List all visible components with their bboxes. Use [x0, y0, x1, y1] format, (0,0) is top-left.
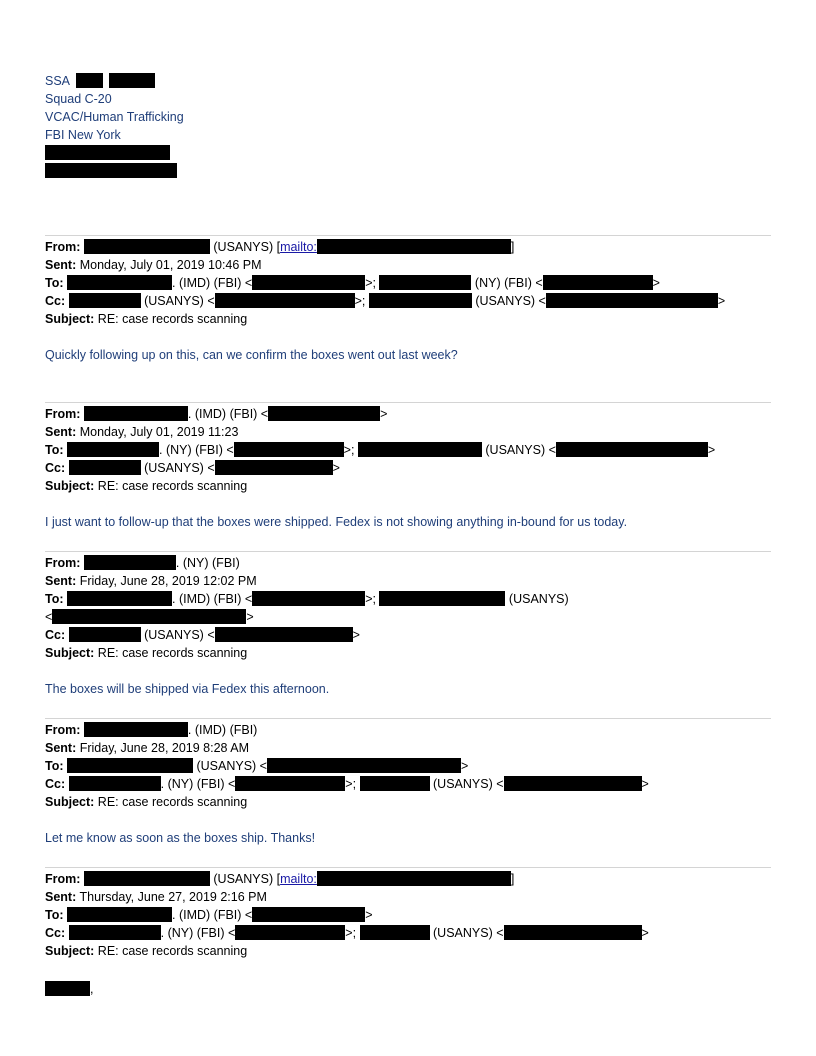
sent-label: Sent: [45, 258, 77, 272]
redaction [360, 925, 430, 940]
to-org: (NY) (FBI) < [471, 276, 543, 290]
from-label: From: [45, 240, 81, 254]
subject-label: Subject: [45, 312, 95, 326]
redaction [84, 722, 188, 737]
from-label: From: [45, 407, 81, 421]
sent-value: Thursday, June 27, 2019 2:16 PM [76, 890, 267, 904]
separator-text: >; [365, 276, 380, 290]
sent-label: Sent: [45, 890, 77, 904]
bracket: > [365, 908, 373, 922]
bracket: ] [510, 872, 515, 886]
to-line [45, 441, 715, 459]
to-org: (USANYS) [505, 592, 569, 606]
cc-label: Cc: [45, 777, 66, 791]
redaction [67, 907, 172, 922]
from-line [45, 554, 569, 572]
redaction [67, 442, 159, 457]
subject-label: Subject: [45, 646, 95, 660]
from-org: (USANYS) [ [209, 240, 281, 254]
cc-org: (USANYS) < [429, 777, 504, 791]
to-line [45, 906, 649, 924]
bracket: > [641, 777, 649, 791]
from-org: . (IMD) (FBI) < [187, 407, 269, 421]
redaction [235, 925, 345, 940]
redaction [556, 442, 708, 457]
subject-line [45, 942, 649, 960]
email-body: The boxes will be shipped via Fedex this afternoon. [45, 682, 330, 696]
redaction [67, 758, 193, 773]
redaction [45, 981, 90, 996]
subject-label: Subject: [45, 479, 95, 493]
signature-title-line [45, 72, 184, 90]
sent-label: Sent: [45, 574, 77, 588]
cc-line [45, 775, 649, 793]
to-org: . (IMD) (FBI) < [172, 592, 253, 606]
bracket: > [641, 926, 649, 940]
redaction [379, 275, 471, 290]
subject-label: Subject: [45, 944, 95, 958]
redaction [45, 145, 170, 160]
from-line [45, 405, 715, 423]
redaction [268, 406, 380, 421]
cc-org: (USANYS) < [471, 294, 546, 308]
subject-line [45, 310, 725, 328]
bracket: > [332, 461, 340, 475]
to-label: To: [45, 276, 64, 290]
redaction [69, 776, 161, 791]
subject-value: RE: case records scanning [94, 479, 248, 493]
redaction [69, 460, 141, 475]
to-label: To: [45, 908, 64, 922]
sent-line [45, 423, 715, 441]
cc-label: Cc: [45, 926, 66, 940]
redaction [84, 555, 176, 570]
from-label: From: [45, 723, 81, 737]
sent-value: Friday, June 28, 2019 12:02 PM [76, 574, 257, 588]
to-line [45, 590, 569, 608]
signature-redacted-line [45, 144, 184, 162]
redaction [76, 73, 103, 88]
separator-text: >; [343, 443, 358, 457]
cc-org: . (NY) (FBI) < [160, 926, 236, 940]
redaction [215, 460, 333, 475]
separator-text: >; [345, 777, 360, 791]
subject-line [45, 644, 569, 662]
redaction [358, 442, 482, 457]
subject-value: RE: case records scanning [94, 646, 248, 660]
from-line [45, 238, 725, 256]
cc-org: (USANYS) < [140, 461, 215, 475]
redaction [317, 239, 511, 254]
redaction [84, 406, 188, 421]
redaction [109, 73, 155, 88]
cc-label: Cc: [45, 294, 66, 308]
email-header [45, 870, 649, 960]
sent-value: Monday, July 01, 2019 11:23 [76, 425, 239, 439]
redaction [215, 293, 355, 308]
redaction [45, 163, 177, 178]
redaction [52, 609, 246, 624]
cc-org: (USANYS) < [429, 926, 504, 940]
email-body: Quickly following up on this, can we confirm the boxes went out last week? [45, 348, 458, 362]
redaction [69, 293, 141, 308]
to-org: (USANYS) < [193, 759, 267, 773]
redaction [360, 776, 430, 791]
sent-label: Sent: [45, 741, 77, 755]
signature-redacted-line [45, 162, 184, 180]
email-header [45, 554, 569, 662]
redaction [546, 293, 718, 308]
redaction [252, 907, 365, 922]
bracket: < [45, 610, 53, 624]
cc-line [45, 626, 569, 644]
separator [45, 235, 771, 236]
from-line [45, 721, 649, 739]
cc-org: (USANYS) < [140, 294, 215, 308]
bracket: > [380, 407, 388, 421]
separator-text: >; [354, 294, 369, 308]
from-line [45, 870, 649, 888]
signature-block [45, 72, 184, 180]
from-org: . (IMD) (FBI) [187, 723, 258, 737]
subject-line [45, 477, 715, 495]
mailto-link[interactable]: mailto: [280, 240, 317, 254]
redaction [543, 275, 653, 290]
to-org: (USANYS) < [481, 443, 556, 457]
separator [45, 551, 771, 552]
signature-title: SSA [45, 74, 70, 88]
separator [45, 402, 771, 403]
sent-line [45, 739, 649, 757]
subject-line [45, 793, 649, 811]
bracket: > [460, 759, 469, 773]
bracket: > [707, 443, 716, 457]
sent-value: Monday, July 01, 2019 10:46 PM [76, 258, 262, 272]
to-org: . (IMD) (FBI) < [172, 276, 253, 290]
redaction [252, 591, 365, 606]
to-line [45, 757, 649, 775]
from-label: From: [45, 872, 81, 886]
subject-label: Subject: [45, 795, 95, 809]
separator-text: >; [345, 926, 360, 940]
redaction [69, 925, 161, 940]
to-label: To: [45, 592, 64, 606]
separator [45, 867, 771, 868]
redaction [235, 776, 345, 791]
mailto-link[interactable]: mailto: [280, 872, 317, 886]
email-greeting [45, 980, 93, 998]
email-header [45, 238, 725, 328]
greeting-line [45, 980, 93, 998]
to-org: . (IMD) (FBI) < [172, 908, 253, 922]
cc-line [45, 924, 649, 942]
cc-org: . (NY) (FBI) < [160, 777, 236, 791]
redaction [67, 275, 172, 290]
redaction [69, 627, 141, 642]
redaction [504, 776, 642, 791]
bracket: > [246, 610, 254, 624]
redaction [84, 239, 210, 254]
sent-line [45, 888, 649, 906]
subject-value: RE: case records scanning [94, 795, 248, 809]
email-header [45, 405, 715, 495]
signature-office: FBI New York [45, 128, 121, 142]
cc-label: Cc: [45, 628, 66, 642]
redaction [67, 591, 172, 606]
to-line [45, 274, 725, 292]
to-label: To: [45, 443, 64, 457]
redaction [379, 591, 505, 606]
redaction [369, 293, 472, 308]
subject-value: RE: case records scanning [94, 312, 248, 326]
to-continuation-line [45, 608, 569, 626]
from-label: From: [45, 556, 81, 570]
greeting-comma: , [90, 982, 94, 996]
from-org: (USANYS) [ [209, 872, 281, 886]
sent-line [45, 256, 725, 274]
signature-unit: VCAC/Human Trafficking [45, 110, 184, 124]
redaction [234, 442, 344, 457]
subject-value: RE: case records scanning [94, 944, 248, 958]
separator [45, 718, 771, 719]
email-body: I just want to follow-up that the boxes were shipped. Fedex is not showing anything in-bound for us today. [45, 515, 628, 529]
separator-text: >; [365, 592, 380, 606]
cc-org: (USANYS) < [140, 628, 215, 642]
cc-line [45, 459, 715, 477]
redaction [215, 627, 353, 642]
bracket: > [717, 294, 726, 308]
redaction [504, 925, 642, 940]
redaction [84, 871, 210, 886]
redaction [317, 871, 511, 886]
sent-value: Friday, June 28, 2019 8:28 AM [76, 741, 250, 755]
signature-squad: Squad C-20 [45, 92, 112, 106]
bracket: > [652, 276, 660, 290]
cc-label: Cc: [45, 461, 66, 475]
bracket: > [352, 628, 360, 642]
redaction [252, 275, 365, 290]
to-label: To: [45, 759, 64, 773]
cc-line [45, 292, 725, 310]
redaction [267, 758, 461, 773]
sent-line [45, 572, 569, 590]
email-body: Let me know as soon as the boxes ship. Thanks! [45, 831, 316, 845]
to-org: . (NY) (FBI) < [159, 443, 234, 457]
bracket: ] [510, 240, 515, 254]
email-header [45, 721, 649, 811]
sent-label: Sent: [45, 425, 77, 439]
from-org: . (NY) (FBI) [175, 556, 240, 570]
